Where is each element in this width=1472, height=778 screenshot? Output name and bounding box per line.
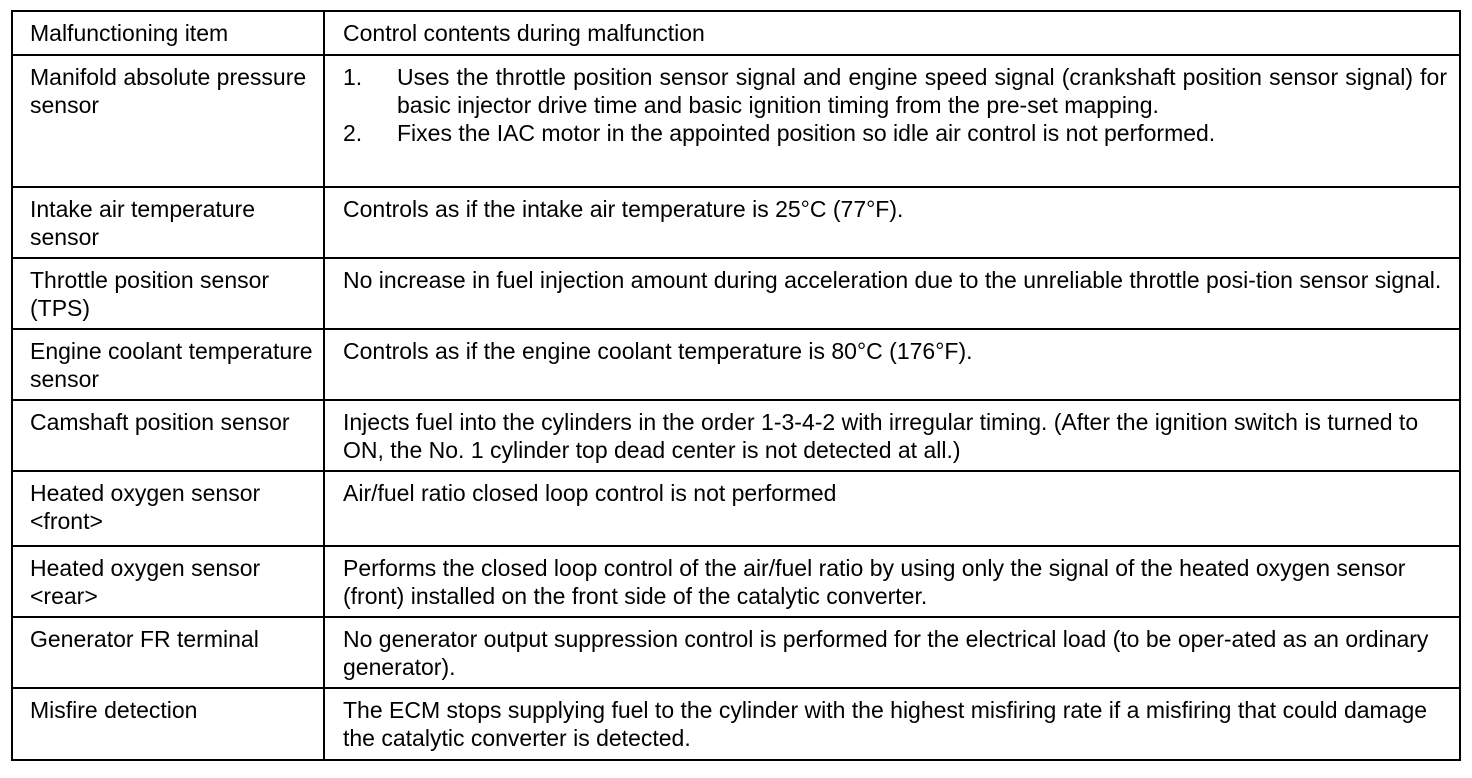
row-item-coolant-temp: Engine coolant temperature sensor bbox=[12, 329, 324, 400]
table-row bbox=[12, 546, 1460, 617]
row-content-o2-rear: Performs the closed loop control of the air/fuel ratio by using only the signal of the heated oxygen sensor (front) installed on the front side of the catalytic converter. bbox=[324, 546, 1460, 617]
table-row bbox=[12, 617, 1460, 688]
row-content-map-sensor bbox=[324, 55, 1460, 187]
table-row bbox=[12, 400, 1460, 471]
row-content-tps: No increase in fuel injection amount during acceleration due to the unreliable throttle posi-tion sensor signal. bbox=[324, 258, 1460, 329]
header-malfunctioning-item: Malfunctioning item bbox=[12, 11, 324, 55]
header-control-contents: Control contents during malfunction bbox=[324, 11, 1460, 55]
step-number: 2. bbox=[343, 120, 363, 146]
row-item-o2-front: Heated oxygen sensor <front> bbox=[12, 471, 324, 546]
step-text: Fixes the IAC motor in the appointed position so idle air control is not performed. bbox=[397, 120, 1216, 146]
step-text: Uses the throttle position sensor signal and engine speed signal (crankshaft position sensor signal) for basic injector drive time and basic ignition timing from the pre-set mapping. bbox=[397, 64, 1447, 118]
row-item-tps: Throttle position sensor (TPS) bbox=[12, 258, 324, 329]
list-item bbox=[343, 63, 1447, 119]
row-item-camshaft: Camshaft position sensor bbox=[12, 400, 324, 471]
row-content-camshaft: Injects fuel into the cylinders in the order 1-3-4-2 with irregular timing. (After the ignition switch is turned to ON, the No. 1 cylinder top dead center is not detected at all.) bbox=[324, 400, 1460, 471]
row-item-misfire: Misfire detection bbox=[12, 688, 324, 760]
table-row bbox=[12, 329, 1460, 400]
table-row bbox=[12, 187, 1460, 258]
row-item-generator-fr: Generator FR terminal bbox=[12, 617, 324, 688]
row-content-generator-fr: No generator output suppression control is performed for the electrical load (to be oper-ated as an ordinary generator). bbox=[324, 617, 1460, 688]
row-item-o2-rear: Heated oxygen sensor <rear> bbox=[12, 546, 324, 617]
table-row bbox=[12, 55, 1460, 187]
step-number: 1. bbox=[343, 64, 363, 90]
table-row bbox=[12, 258, 1460, 329]
malfunction-control-table bbox=[11, 10, 1461, 761]
step-list bbox=[343, 63, 1447, 147]
table-row bbox=[12, 471, 1460, 546]
row-content-o2-front: Air/fuel ratio closed loop control is not performed bbox=[324, 471, 1460, 546]
row-content-coolant-temp: Controls as if the engine coolant temperature is 80°C (176°F). bbox=[324, 329, 1460, 400]
row-item-map-sensor: Manifold absolute pressure sensor bbox=[12, 55, 324, 187]
row-content-intake-air-temp: Controls as if the intake air temperature is 25°C (77°F). bbox=[324, 187, 1460, 258]
table-row bbox=[12, 688, 1460, 760]
row-item-intake-air-temp: Intake air temperature sensor bbox=[12, 187, 324, 258]
list-item bbox=[343, 119, 1447, 147]
row-content-misfire: The ECM stops supplying fuel to the cylinder with the highest misfiring rate if a misfiring that could damage the catalytic converter is detected. bbox=[324, 688, 1460, 760]
table-header-row bbox=[12, 11, 1460, 55]
